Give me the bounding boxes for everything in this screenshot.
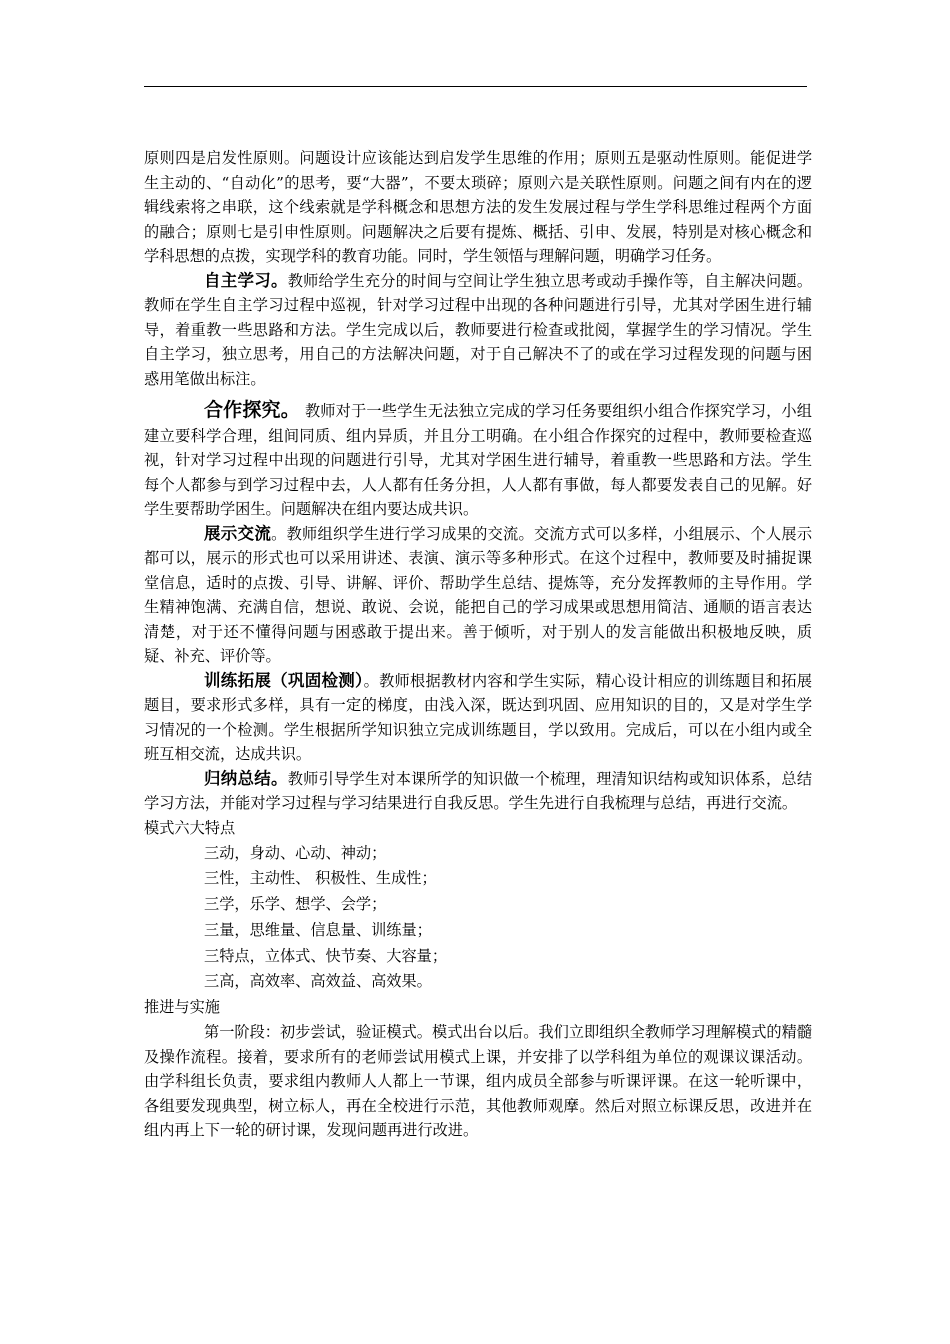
implementation-paragraph: 第一阶段：初步尝试，验证模式。模式出台以后。我们立即组织全教师学习理解模式的精髓及操作流程。接着，要求所有的老师尝试用模式上课，并安排了以学科组为单位的观课议课活动。由学科组长负责，要求组内教师人人都上一节课，组内成员全部参与听课评课。在这一轮听课中，各组要发现典型，树立标人，再在全校进行示范，其他教师观摩。然后对照立标课反思，改进并在组内再上下一轮的研讨课，发现问题再进行改进。 xyxy=(144,1023,812,1140)
features-list xyxy=(144,841,812,996)
feature-item: 三高，高效率、高效益、高效果。 xyxy=(204,972,432,991)
step-body: 教师对于一些学生无法独立完成的学习任务要组织小组合作探究学习，小组建立要科学合理，组间同质、组内异质，并且分工明确。在小组合作探究的过程中，教师要检查巡视，针对学习过程中出现的问题进行引导，尤其对学困生进行辅导，着重教一些思路和方法。学生每个人都参与到学习过程中去，人人都有任务分担，人人都有事做，每人都要发表自己的见解。好学生要帮助学困生。问题解决在组内要达成共识。 xyxy=(144,402,812,518)
document-body xyxy=(144,146,812,1143)
feature-item: 三量，思维量、信息量、训练量； xyxy=(204,920,432,939)
feature-item: 三学，乐学、想学、会学； xyxy=(204,895,387,914)
step-heading: 自主学习。 xyxy=(204,270,288,290)
feature-item: 三性，主动性、 积极性、生成性； xyxy=(204,869,437,888)
step-body: 教师引导学生对本课所学的知识做一个梳理，理清知识结构或知识体系，总结学习方法，并能对学习过程与学习结果进行自我反思。学生先进行自我梳理与总结，再进行交流。 xyxy=(144,769,813,812)
header-rule xyxy=(144,86,807,87)
step-heading: 训练拓展（巩固检测） xyxy=(204,670,364,690)
feature-item: 三特点，立体式、快节奏、大容量； xyxy=(204,946,447,965)
feature-item: 三动，身动、心动、神动； xyxy=(204,843,387,862)
step-cooperative-inquiry xyxy=(144,398,812,522)
step-presentation xyxy=(144,522,812,669)
implementation-title: 推进与实施 xyxy=(144,998,220,1017)
step-self-study xyxy=(144,269,812,392)
step-heading: 归纳总结。 xyxy=(204,768,288,788)
intro-paragraph: 原则四是启发性原则。问题设计应该能达到启发学生思维的作用；原则五是驱动性原则。能促进学生主动的、“自动化”的思考，要“大器”，不要太琐碎；原则六是关联性原则。问题之间有内在的逻辑线索将之串联，这个线索就是学科概念和思想方法的发生发展过程与学生学科思维过程两个方面的融合；原则七是引申性原则。问题解决之后要有提炼、概括、引申、发展，特别是对核心概念和学科思想的点拨，实现学科的教育功能。同时，学生领悟与理解问题，明确学习任务。 xyxy=(144,149,812,265)
features-title: 模式六大特点 xyxy=(144,818,236,837)
step-body: 。教师组织学生进行学习成果的交流。交流方式可以多样，小组展示、个人展示都可以，展示的形式也可以采用讲述、表演、演示等多种形式。在这个过程中，教师要及时捕捉课堂信息，适时的点拨、引导、讲解、评价、帮助学生总结、提炼等，充分发挥教师的主导作用。学生精神饱满、充满自信，想说、敢说、会说，能把自己的学习成果或思想用简洁、通顺的语言表达清楚，对于还不懂得问题与困惑敢于提出来。善于倾听，对于别人的发言能做出积极地反映，质疑、补充、评价等。 xyxy=(144,524,813,665)
step-heading: 合作探究。 xyxy=(204,399,300,421)
step-heading: 展示交流 xyxy=(204,523,272,543)
step-body: 教师给学生充分的时间与空间让学生独立思考或动手操作等，自主解决问题。教师在学生自主学习过程中巡视，针对学习过程中出现的各种问题进行引导，尤其对学困生进行辅导，着重教一些思路和方法。学生完成以后，教师要进行检查或批阅，掌握学生的学习情况。学生自主学习，独立思考，用自己的方法解决问题，对于自己解决不了的或在学习过程发现的问题与困惑用笔做出标注。 xyxy=(144,271,813,388)
step-training xyxy=(144,669,812,767)
step-body: 。教师根据教材内容和学生实际，精心设计相应的训练题目和拓展题目，要求形式多样，具有一定的梯度，由浅入深，既达到巩固、应用知识的目的，又是对学生学习情况的一个检测。学生根据所学知识独立完成训练题目，学以致用。完成后，可以在小组内或全班互相交流，达成共识。 xyxy=(144,671,813,763)
step-summary xyxy=(144,767,812,816)
